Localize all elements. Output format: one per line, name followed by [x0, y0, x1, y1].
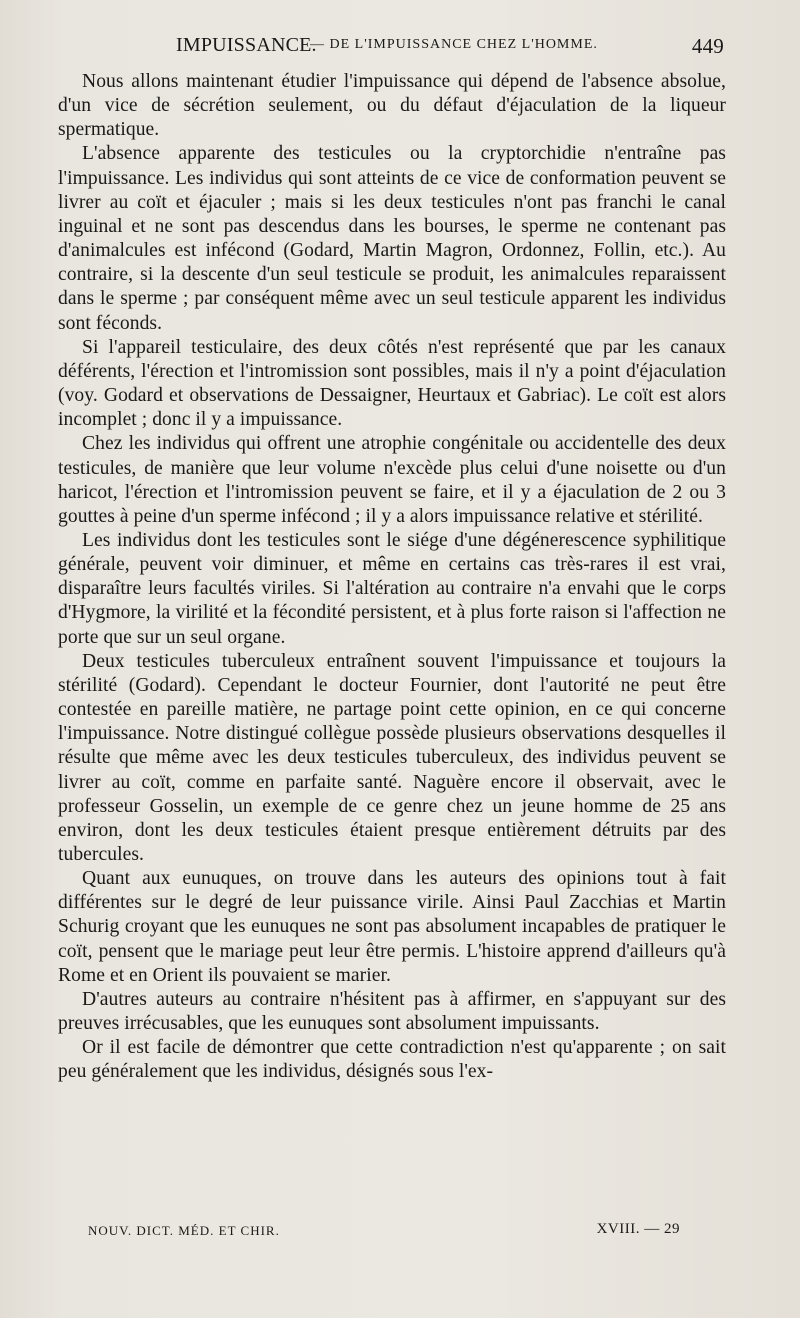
paragraph-degenerescence: Les individus dont les testicules sont le siége d'une dégénerescence syphilitique générale, peuvent voir diminuer, et même en certains cas très-rares il est vrai, disparaître leurs facultés viriles. Si l'altération au contraire n'a envahi que le corps d'Hygmore, la virilité et la fécondité persistent, et à plus forte raison si l'affection ne porte que sur un seul organe. [58, 529, 726, 648]
running-head [176, 34, 724, 64]
running-head-section: — DE L'IMPUISSANCE CHEZ L'HOMME. [310, 37, 598, 52]
paragraph-intro: Nous allons maintenant étudier l'impuissance qui dépend de l'absence absolue, d'un vice de sécrétion seulement, ou du défaut d'éjaculation de la liqueur spermatique. [58, 71, 726, 141]
paragraph-atrophie: Chez les individus qui offrent une atrophie congénitale ou accidentelle des deux testicules, de manière que leur volume n'excède plus celui d'une noisette ou d'un haricot, l'érection et l'intromission peuvent se faire, et il y a éjaculation de 2 ou 3 gouttes à peine d'un sperme infécond ; il y a alors impuissance relative et stérilité. [58, 433, 726, 527]
paragraph-eunuques: Quant aux eunuques, on trouve dans les auteurs des opinions tout à fait différentes sur le degré de leur puissance virile. Ainsi Paul Zacchias et Martin Schurig croyant que les eunuques ne sont pas absolument incapables de pratiquer le coït, pensent que le mariage peut leur être permis. L'histoire apprend d'ailleurs qu'à Rome et en Orient ils pouvaient se marier. [58, 868, 726, 986]
footer-signature: XVIII. — 29 [596, 1221, 680, 1237]
paragraph-canaux-deferents: Si l'appareil testiculaire, des deux côtés n'est représenté que par les canaux déférents, l'érection et l'intromission sont possibles, mais il n'y a point d'éjaculation (voy. Godard et observations de Dessaigner, Heurtaux et Gabriac). Le coït est alors incomplet ; donc il y a impuissance. [58, 336, 726, 431]
paragraph-cryptorchidie: L'absence apparente des testicules ou la cryptorchidie n'entraîne pas l'impuissance. Les individus qui sont atteints de ce vice de conformation peuvent se livrer au coït et éjaculer ; mais si les deux testicules n'ont pas franchi le canal inguinal et ne sont pas descendus dans les bourses, le sperme ne contenant pas d'animalcules est infécond (Godard, Martin Magron, Ordonnez, Follin, etc.). Au contraire, si la descente d'un seul testicule se produit, les animalcules reparaissent dans le sperme ; par conséquent même avec un seul testicule apparent les individus sont féconds. [58, 143, 726, 334]
body-text [58, 70, 726, 1085]
footer-imprint: NOUV. DICT. MÉD. ET CHIR. [88, 1223, 280, 1238]
paragraph-contradiction: Or il est facile de démontrer que cette contradiction n'est qu'apparente ; on sait peu généralement que les individus, désignés sous l'ex- [58, 1037, 726, 1083]
running-head-title: IMPUISSANCE. [176, 34, 317, 56]
page-footer [88, 1221, 680, 1243]
page-number: 449 [691, 34, 724, 58]
paragraph-tuberculeux: Deux testicules tuberculeux entraînent souvent l'impuissance et toujours la stérilité (Godard). Cependant le docteur Fournier, dont l'autorité ne peut être contestée en pareille matière, ne partage point cette opinion, en ce qui concerne l'impuissance. Notre distingué collègue possède plusieurs observations desquelles il résulte que même avec les deux testicules tuberculeux, des individus peuvent se livrer au coït, comme en parfaite santé. Naguère encore il observait, avec le professeur Gosselin, un exemple de ce genre chez un jeune homme de 25 ans environ, dont les deux testicules étaient presque entièrement détruits par des tubercules. [58, 650, 726, 865]
paragraph-autres-auteurs: D'autres auteurs au contraire n'hésitent pas à affirmer, en s'appuyant sur des preuves irrécusables, que les eunuques sont absolument impuissants. [58, 988, 726, 1035]
